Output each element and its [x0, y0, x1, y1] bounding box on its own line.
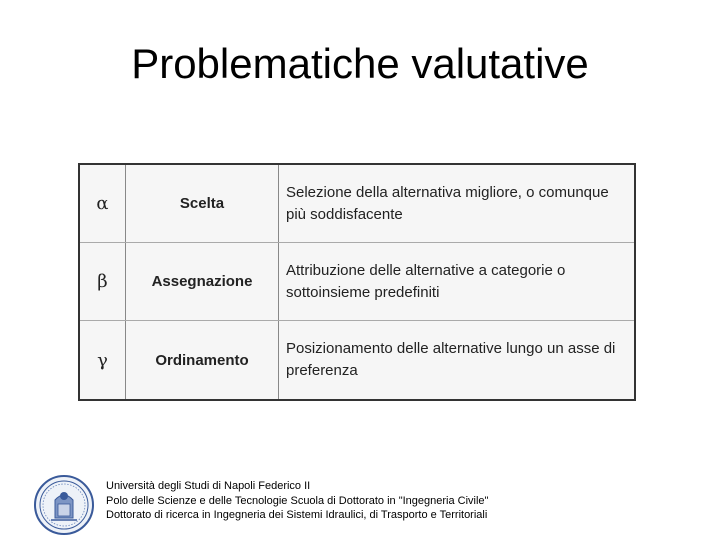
row-name: Assegnazione: [126, 243, 279, 320]
row-symbol: α: [80, 165, 126, 242]
row-description: Selezione della alternativa migliore, o comunque più soddisfacente: [286, 183, 609, 223]
row-name: Ordinamento: [126, 321, 279, 399]
row-description: Posizionamento delle alternative lungo un asse di preferenza: [286, 340, 616, 379]
table-row: [80, 321, 634, 399]
footer-doctorate: Dottorato di ricerca in Ingegneria dei Sistemi Idraulici, di Trasporto e Territoriali: [106, 509, 488, 521]
row-description: Attribuzione delle alternative a categorie o sottoinsieme predefiniti: [286, 261, 566, 301]
table-row: [80, 243, 634, 321]
slide-title: Problematiche valutative: [131, 40, 589, 87]
row-symbol: β: [80, 243, 126, 320]
row-symbol: γ: [80, 321, 126, 399]
table-row: [80, 165, 634, 243]
problem-table: [78, 163, 636, 401]
footer: [106, 479, 488, 523]
row-name: Scelta: [126, 165, 279, 242]
university-seal-icon: [33, 474, 95, 536]
footer-school: Polo delle Scienze e delle Tecnologie Scuola di Dottorato in "Ingegneria Civile": [106, 494, 489, 507]
footer-university: Università degli Studi di Napoli Federico II: [106, 480, 311, 492]
